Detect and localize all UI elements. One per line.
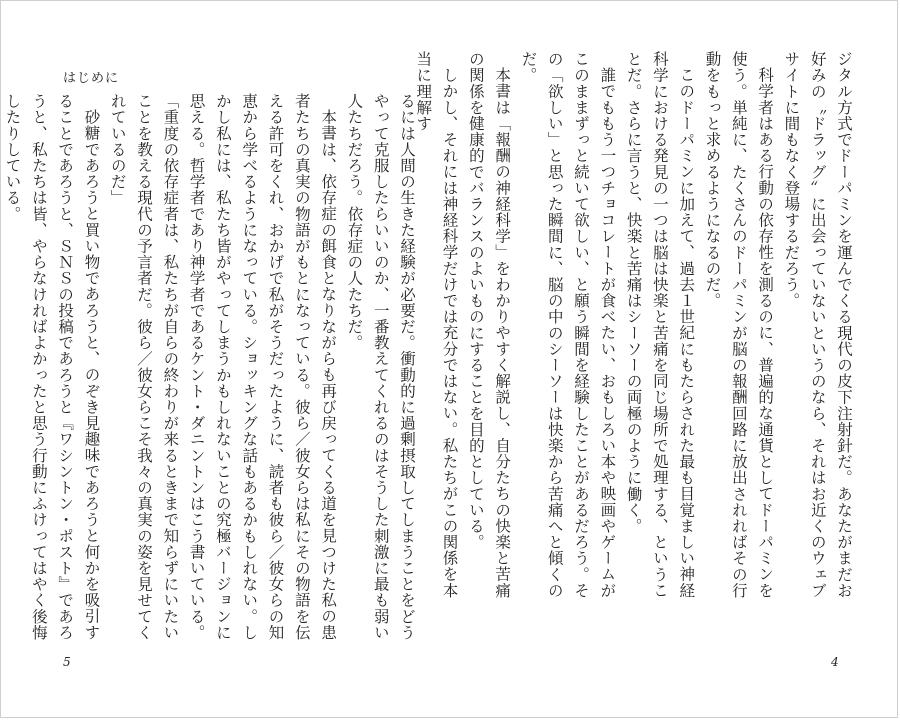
left-page-body (3, 93, 420, 653)
paragraph: 本書は「報酬の神経科学」をわかりやすく解説し、自分たちの快楽と苦痛の関係を健康的でバランスのよいものにすることを目的としている。 (466, 51, 512, 598)
right-page (414, 1, 899, 719)
paragraph: 本書は、依存症の餌食となりながらも再び戻ってくる道を見つけた私の患者たちの真実の物語がもとになっている。彼ら／彼女らは私にその物語を伝える許可をくれ、おかげで私がそうだったように、読者も彼ら／彼女らの知恵から学べるようになっている。ショッキングな話もあるかもしれない。しかし私には、私たち皆がやってしまうかもしれないことの究極バージョンに思える。哲学者であり神学者であるケント・ダニントンはこう書いている。「重度の依存症者は、私たちが自らの終わりが来るときまで知らずにいたいことを教える現代の予言者だ。彼ら／彼女らこそ我々の真実の姿を見せてくれているのだ」 (108, 93, 338, 641)
running-head: はじめに (63, 71, 120, 86)
paragraph: 科学者はある行動の依存性を測るのに、普遍的な通貨としてドーパミンを使う。単純に、たくさんのドーパミンが脳の報酬回路に放出されればその行動をもっと求めるようになるのだ。 (703, 51, 775, 599)
page-number-left: 5 (63, 655, 71, 669)
paragraph: 砂糖であろうと買い物であろうと、のぞき見趣味であろうと何かを吸引することであろうと、ＳＮＳの投稿であろうと『ワシントン・ポスト』であろうと、私たちは皆、やらなければよかったと思う行動にふけってはやく後悔したりしている。 (3, 93, 101, 641)
left-page (1, 1, 451, 719)
paragraph: るには人間の生きた経験が必要だ。衝動的に過剰摂取してしまうことをどうやって克服したらいいのか、一番教えてくれるのはそうした刺激に最も弱い人たちだろう。依存症の人たちだ。 (345, 93, 416, 641)
paragraph: このドーパミンに加えて、過去１世紀にもたらされた最も目覚ましい神経科学における発見の一つは脳は快楽と苦痛を同じ場所で処理する、ということだ。さらに言うと、快楽と苦痛はシーソーの両極のように働く。 (624, 51, 696, 599)
right-page-body (414, 51, 857, 611)
paragraph: しかし、それには神経科学だけでは充分ではない。私たちがこの関係を本当に理解す (414, 51, 459, 598)
paragraph: ジタル方式でドーパミンを運んでくる現代の皮下注射針だ。あなたがまだお好みの〝ドラッグ〟に出会っていないというのなら、それはお近くのウェブサイトに間もなく登場するだろう。 (782, 51, 853, 599)
paragraph: 誰でももう一つチョコレートが食べたい、おもしろい本や映画やゲームがこのままずっと続いて欲しい、と願う瞬間を経験したことがあるだろう。その「欲しい」と思った瞬間に、脳の中のシーソーは快楽から苦痛へと傾くのだ。 (519, 51, 617, 599)
page-number-right: 4 (831, 655, 839, 669)
